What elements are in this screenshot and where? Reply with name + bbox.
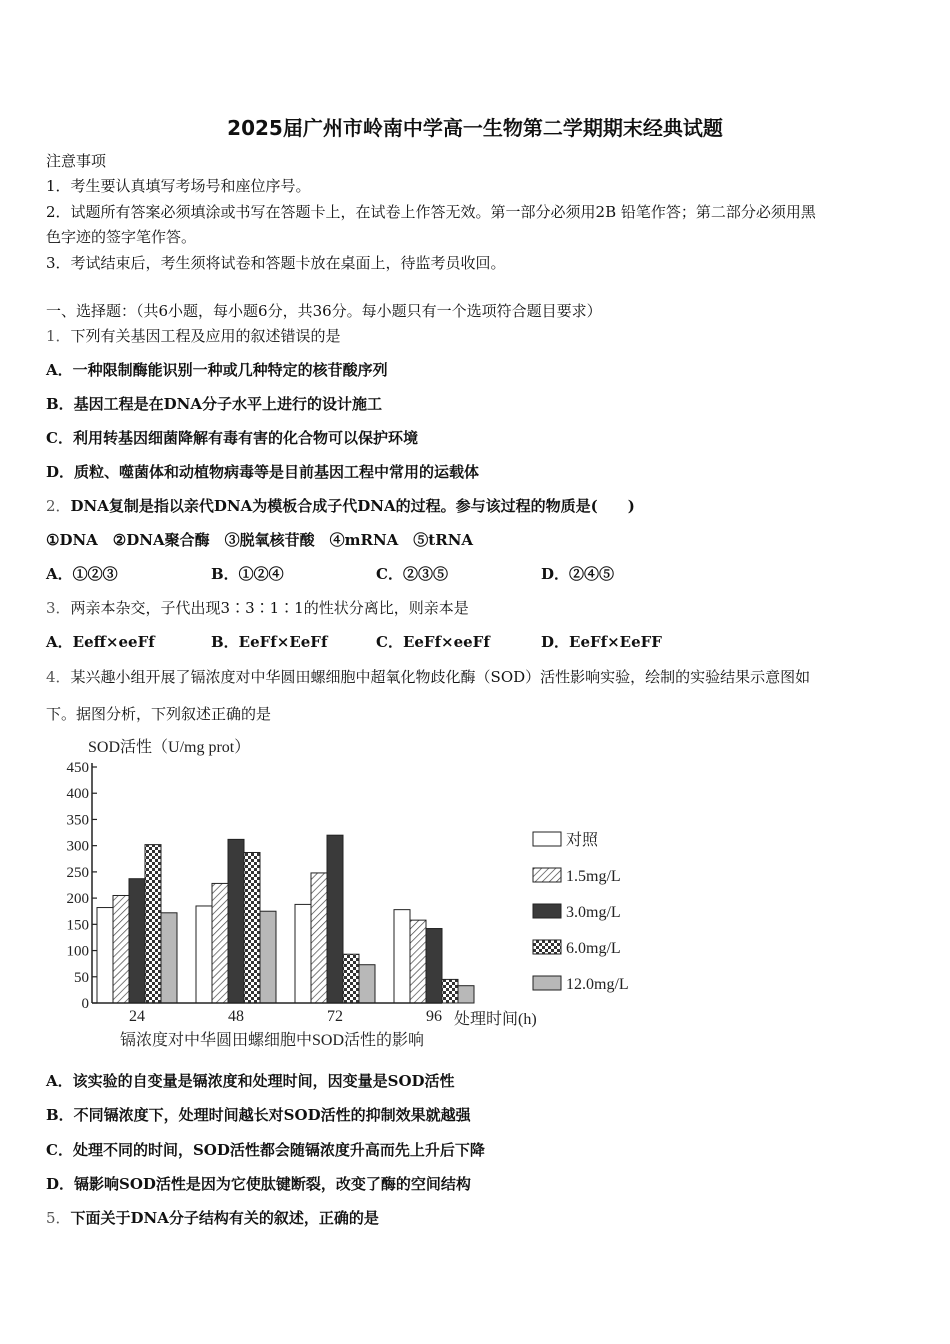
legend-label: 6.0mg/L: [566, 940, 621, 957]
q2-stem: [46, 496, 635, 516]
bar: [260, 911, 276, 1003]
q1-stem-text: 下列有关基因工程及应用的叙述错误的是: [70, 327, 341, 345]
q3-number: 3．: [46, 599, 71, 617]
y-tick-label: 350: [66, 812, 89, 829]
x-tick-label: 72: [327, 1008, 343, 1025]
q3-option-a: A．Eeff×eeFf: [46, 633, 155, 651]
bar: [442, 979, 458, 1003]
q1-stem: [46, 326, 341, 346]
y-tick-label: 150: [66, 917, 89, 934]
q2-option-b: B．①②④: [211, 565, 284, 583]
q1-option-b: B．基因工程是在DNA分子水平上进行的设计施工: [46, 395, 383, 413]
q3-stem: [46, 598, 469, 618]
legend-label: 3.0mg/L: [566, 904, 621, 921]
legend-label: 对照: [566, 832, 599, 849]
q4-number: 4．: [46, 668, 71, 686]
bar: [196, 906, 212, 1003]
bar: [343, 954, 359, 1003]
q4-option-b: B．不同镉浓度下，处理时间越长对SOD活性的抑制效果就越强: [46, 1106, 471, 1124]
q4-stem-line1: 某兴趣小组开展了镉浓度对中华圆田螺细胞中超氧化物歧化酶（SOD）活性影响实验，绘制的实验结果示意图如: [70, 668, 811, 686]
q4-option-c: C．处理不同的时间，SOD活性都会随镉浓度升高而先上升后下降: [46, 1141, 485, 1159]
page-title: 2025届广州市岭南中学高一生物第二学期期末经典试题: [227, 116, 723, 140]
y-tick-label: 50: [74, 969, 89, 986]
notice-item-2-cont: 色字迹的签字笔作答。: [46, 228, 197, 246]
bar: [295, 904, 311, 1003]
notice-item-3: 3．考试结束后，考生须将试卷和答题卡放在桌面上，待监考员收回。: [46, 254, 506, 272]
bar: [359, 965, 375, 1003]
sod-activity-chart: [50, 730, 650, 1055]
bar: [145, 845, 161, 1003]
q4-option-a: A．该实验的自变量是镉浓度和处理时间，因变量是SOD活性: [46, 1072, 455, 1090]
bar: [311, 873, 327, 1003]
y-tick-label: 300: [66, 838, 89, 855]
q4-stem-line2: 下。据图分析，下列叙述正确的是: [46, 705, 272, 723]
x-tick-label: 24: [129, 1008, 145, 1025]
q4-stem: [46, 667, 810, 687]
q3-option-d: D．EeFf×EeFF: [541, 633, 662, 651]
bar: [212, 883, 228, 1003]
y-tick-label: 400: [66, 786, 89, 803]
y-tick-label: 0: [81, 996, 89, 1012]
bars: [97, 835, 474, 1003]
bar: [327, 835, 343, 1003]
notice-heading: 注意事项: [46, 152, 107, 170]
legend: [533, 831, 629, 993]
q2-option-c: C．②③⑤: [376, 565, 448, 583]
q1-option-a: A．一种限制酶能识别一种或几种特定的核苷酸序列: [46, 361, 388, 379]
x-tick-label: 48: [228, 1008, 244, 1025]
bar: [394, 910, 410, 1003]
y-axis: [67, 760, 98, 1012]
legend-swatch: [533, 832, 561, 846]
legend-label: 12.0mg/L: [566, 976, 629, 993]
legend-swatch: [533, 904, 561, 918]
q2-stem-text: DNA复制是指以亲代DNA为模板合成子代DNA的过程。参与该过程的物质是( ): [70, 497, 635, 515]
legend-swatch: [533, 940, 561, 954]
q1-option-c: C．利用转基因细菌降解有毒有害的化合物可以保护环境: [46, 429, 418, 447]
q3-stem-text: 两亲本杂交，子代出现3∶3∶1∶1的性状分离比，则亲本是: [70, 599, 469, 617]
legend-swatch: [533, 868, 561, 882]
bar: [244, 852, 260, 1003]
bar: [129, 879, 145, 1003]
bar: [426, 929, 442, 1003]
q4-option-d: D．镉影响SOD活性是因为它使肽键断裂，改变了酶的空间结构: [46, 1175, 471, 1193]
legend-label: 1.5mg/L: [566, 868, 621, 885]
section-heading: 一、选择题：（共6小题，每小题6分，共36分。每小题只有一个选项符合题目要求）: [46, 302, 602, 320]
y-tick-label: 200: [66, 891, 89, 908]
q5-stem: [46, 1208, 379, 1228]
x-axis: [92, 1003, 442, 1025]
x-tick-label: 96: [426, 1008, 442, 1025]
q5-stem-text: 下面关于DNA分子结构有关的叙述，正确的是: [70, 1209, 379, 1227]
q3-option-c: C．EeFf×eeFf: [376, 633, 490, 651]
q2-number: 2．: [46, 497, 71, 515]
chart-title: 镉浓度对中华圆田螺细胞中SOD活性的影响: [120, 1032, 425, 1049]
bar: [113, 895, 129, 1003]
y-tick-label: 450: [66, 760, 89, 776]
y-axis-label: SOD活性（U/mg prot）: [88, 739, 251, 756]
q1-option-d: D．质粒、噬菌体和动植物病毒等是目前基因工程中常用的运载体: [46, 463, 480, 481]
q2-items: ①DNA ②DNA聚合酶 ③脱氧核苷酸 ④mRNA ⑤tRNA: [46, 531, 474, 549]
q5-number: 5．: [46, 1209, 71, 1227]
bar: [97, 908, 113, 1003]
notice-item-1: 1．考生要认真填写考场号和座位序号。: [46, 177, 311, 195]
bar: [458, 986, 474, 1003]
q3-option-b: B．EeFf×EeFf: [211, 633, 328, 651]
q2-option-a: A．①②③: [46, 565, 118, 583]
y-tick-label: 100: [66, 943, 89, 960]
y-tick-label: 250: [66, 864, 89, 881]
q2-option-d: D．②④⑤: [541, 565, 615, 583]
x-axis-label: 处理时间(h): [454, 1011, 537, 1028]
legend-swatch: [533, 976, 561, 990]
bar: [410, 920, 426, 1003]
q1-number: 1．: [46, 327, 71, 345]
bar: [228, 839, 244, 1003]
notice-item-2: 2．试题所有答案必须填涂或书写在答题卡上，在试卷上作答无效。第一部分必须用2B 铅笔作答；第二部分必须用黑: [46, 203, 816, 221]
bar: [161, 913, 177, 1003]
